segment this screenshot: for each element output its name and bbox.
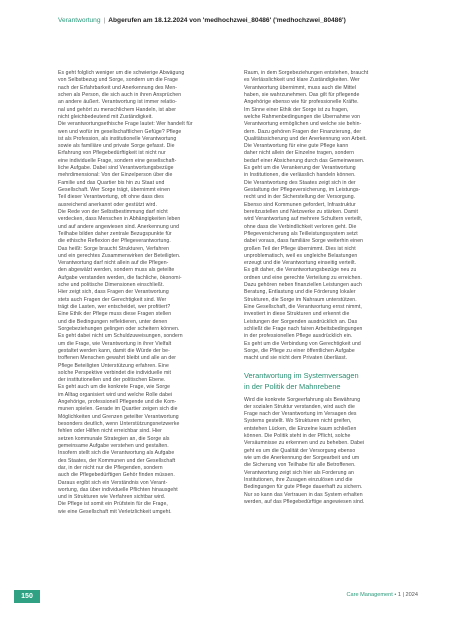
text-line: und die Bedingungen reflektieren, unter denen <box>58 318 168 325</box>
text-line: die Sicherung von Teilhabe für alle Betroffenen. <box>244 462 356 469</box>
text-line: die ethische Reflexion der Pflegeverantwortung. <box>58 238 171 245</box>
text-line: werden, auf das Pflegebedürftige angewiesen sind. <box>244 498 365 505</box>
text-line: welche Rahmenbedingungen die Übernahme von <box>244 113 361 120</box>
text-line: mehrdimensional: Von der Einzelperson über die <box>58 172 173 179</box>
text-line: Die Verantwortung des Staates zeigt sich in der <box>244 179 356 186</box>
running-header <box>58 15 418 27</box>
text-line: können. Die Politik steht in der Pflicht, solche <box>244 433 351 440</box>
text-line: Leistungen der Sorgenden ausdrücklich an. Das <box>244 318 358 325</box>
text-line: an andere äußert. Verantwortung ist immer relatio- <box>58 99 177 106</box>
text-line: Hier zeigt sich, dass Fragen der Verantwortung <box>58 289 169 296</box>
text-line: Institutionen, ihre Zusagen einzulösen und die <box>244 476 353 483</box>
text-line: Es geht um die Verbindung von Gerechtigkeit und <box>244 340 361 347</box>
text-line: Es geht um die Verankerung der Verantwortung <box>244 165 356 172</box>
text-line: Es geht folglich weniger um die schwierige Abwägung <box>58 70 185 76</box>
text-line: nicht gleichbedeutend mit Zuständigkeit. <box>58 113 153 120</box>
text-line: macht und sie nicht dem Privaten überlässt. <box>244 355 348 362</box>
text-line: Es gilt daher, die Verantwortungsbezüge neu zu <box>244 267 357 274</box>
heading-spacer <box>244 363 417 369</box>
text-line: sche und politische Dimensionen einschließt. <box>58 282 165 289</box>
text-line: Dazu gehören neben finanziellen Leistungen auch <box>244 282 362 289</box>
text-line: Gesellschaft. Wer Sorge trägt, übernimmt einen <box>58 187 171 193</box>
text-line: auch die Pflegebedürftigen Gehör finden müssen. <box>58 472 175 479</box>
text-line: liche Aufgabe. Dabei sind Verantwortungsbezüge <box>58 165 174 172</box>
text-line: setzen kommunale Strategien an, die Sorge als <box>58 435 170 442</box>
text-line: dern. Dazu gehören Fragen der Finanzierung, der <box>244 128 362 135</box>
text-line: Angehörige, professionell Pflegende und die Kom- <box>58 399 177 406</box>
text-line: Qualitätssicherung und der Anerkennung von Arbeit. <box>244 135 367 142</box>
text-line: Es geht auch um die konkrete Frage, wie Sorge <box>58 384 171 391</box>
text-line: stets auch Fragen der Gerechtigkeit sind. Wer <box>58 296 167 303</box>
text-line: solche Perspektive verbindet die individuelle mit <box>58 369 172 376</box>
text-line: Insofern stellt sich die Verantwortung als Aufgabe <box>58 450 175 457</box>
text-line: Beratung, Entlastung und die Förderung lokaler <box>244 289 356 296</box>
footer-journal-name: Care Management <box>346 592 393 598</box>
text-line: eine individuelle Frage, sondern eine gesellschaft- <box>58 157 177 164</box>
text-line: Eine Gesellschaft, die Verantwortung ernst nimmt, <box>244 304 362 310</box>
text-line: trägt die Lasten, wer entscheidet, wer profitiert? <box>58 304 171 310</box>
text-line: Pflegeversicherung als Teilleistungssystem setzt <box>244 230 358 237</box>
text-line: Die Rede von der Selbstbestimmung darf nicht <box>58 208 168 215</box>
left-text-column <box>58 70 231 516</box>
text-line: großen Teil der Pflege übernimmt. Dies ist nicht <box>244 245 356 252</box>
text-line: ausreichend anerkannt oder gestützt wird. <box>58 201 157 208</box>
section-heading-line-1: Verantwortung im Systemversagen <box>244 370 359 380</box>
text-line: investiert in diese Strukturen und erkennt die <box>244 311 350 318</box>
text-line: verdecken, dass Menschen in Abhängigkeiten leben <box>58 216 181 223</box>
text-line: Verantwortung darf nicht allein auf die Pflegen- <box>58 260 169 267</box>
text-line: Die verantwortungsethische Frage lautet: Wer handelt für <box>58 121 193 128</box>
text-line: Pflege Beteiligten Unterstützung erfahren. Eine <box>58 362 169 369</box>
text-line: troffenen Menschen gewahrt bleibt und alle an der <box>58 355 177 362</box>
text-line: schen als Person, die sich auch in ihren Ansprüchen <box>58 91 182 98</box>
text-line: Die Verantwortung für eine gute Pflege kann <box>244 143 349 150</box>
text-line: Versäumnisse zu erkennen und zu beheben. Dabei <box>244 440 365 447</box>
text-line: Im Sinne einer Ethik der Sorge ist zu fragen, <box>244 106 349 113</box>
text-line: und auf andere angewiesen sind. Anerkennung und <box>58 223 180 230</box>
page-number-badge: 150 <box>14 590 40 603</box>
text-line: Die Pflege ist somit ein Prüfstein für die Frage, <box>58 501 168 508</box>
header-separator: | <box>103 17 106 24</box>
text-line: nach der Erfahrbarkeit und Anerkennung des Men- <box>58 84 178 91</box>
text-line: bereitzustellen und Netzwerke zu stärken. Damit <box>244 208 358 215</box>
text-line: ist als Profession, als institutionelle Verantwortung <box>58 135 177 142</box>
text-line: Angehörige ebenso wie für professionelle Kräfte. <box>244 99 359 106</box>
text-line: Verantwortung übernimmt, muss auch die Mittel <box>244 84 357 91</box>
text-line: Strukturen, die Sorge im Nahraum unterstützen. <box>244 296 357 303</box>
text-line: in Institutionen, die verlässlich handeln können. <box>244 172 356 179</box>
text-line: der institutionellen und der politischen Ebene. <box>58 377 166 384</box>
text-line: der sozialen Struktur verstanden, wird auch die <box>244 403 355 410</box>
text-line: gestaltet werden kann, damit die Würde der be- <box>58 347 170 354</box>
text-line: Familie und das Quartier bis hin zu Staat und <box>58 179 165 186</box>
text-line: im Alltag organisiert wird und welche Rolle dabei <box>58 391 173 398</box>
text-line: nal und gehört zu menschlichem Handeln, ist aber <box>58 106 177 113</box>
footer-journal <box>250 589 418 601</box>
text-line: gemeinsame Aufgabe verstehen und gestalten. <box>58 442 169 449</box>
text-line: daher nicht allein der Einzelne tragen, sondern <box>244 150 355 157</box>
text-line: unproblematisch, weil es ungleiche Belastungen <box>244 252 358 259</box>
text-line: Frage nach der Verantwortung im Versagen des <box>244 411 357 418</box>
text-line: und in Strukturen wie Verfahren sichtbar wird. <box>58 494 166 501</box>
footer-issue: 1 | 2024 <box>397 592 418 598</box>
text-line: wortung, das über individuelle Pflichten hinausgeht <box>58 486 178 493</box>
text-line: munen spielen. Gerade im Quartier zeigen sich die <box>58 406 178 413</box>
text-line: Nur so kann das Vertrauen in das System erhalten <box>244 491 363 498</box>
text-line: es Verlässlichkeit und klare Zuständigkeiten. Wer <box>244 77 360 84</box>
text-line: Aufgabe verstanden werden, die fachliche, ökonomi- <box>58 274 182 281</box>
text-line: Verantwortung ermöglichen und welche sie behin- <box>244 121 362 128</box>
text-line: Es geht dabei nicht um Schuldzuweisungen, sondern <box>58 333 183 340</box>
text-line: sowie als familiäre und private Sorge gefasst. Die <box>58 143 175 150</box>
text-line: wen und wofür im gesellschaftlichen Gefüge? Pflege <box>58 128 182 135</box>
text-line: dar, in der nicht nur die Pflegenden, sondern <box>58 464 163 471</box>
text-line: Bedingungen für gute Pflege dauerhaft zu sichern. <box>244 484 363 491</box>
text-line: geht es um die Qualität der Versorgung ebenso <box>244 447 356 454</box>
text-line: in der professionellen Pflege ausdrücklich ein. <box>244 333 353 340</box>
text-line: Verantwortung zeigt sich hier als Forderung an <box>244 469 354 476</box>
text-line: um die Frage, wie Verantwortung in ihrer Vielfalt <box>58 340 172 347</box>
text-line: den abgewälzt werden, sondern muss als geteilte <box>58 267 175 274</box>
text-line: Teil dieser Verantwortung, oft ohne dass dies <box>58 194 164 201</box>
text-line: haben, sie wahrzunehmen. Das gilt für pflegende <box>244 91 360 98</box>
right-text-column <box>244 70 417 506</box>
text-line: Systems gestellt. Wo Strukturen nicht greifen, <box>244 418 352 425</box>
text-line: wie eine Gesellschaft mit Verletzlichkeit umgeht. <box>58 508 172 515</box>
text-line: Erfahrung von Pflegebedürftigkeit ist nicht nur <box>58 150 166 157</box>
text-line: wie um die Anerkennung der Sorgearbeit und um <box>244 455 360 461</box>
right-column-top-text <box>244 70 417 363</box>
text-line: wird Verantwortung auf mehrere Schultern verteilt, <box>244 216 363 223</box>
text-line: Möglichkeiten und Grenzen geteilter Verantwortung <box>58 413 179 420</box>
text-line: dabei voraus, dass familiäre Sorge weiterhin einen <box>244 238 364 245</box>
text-line: ordnen und eine gerechte Verteilung zu erreichen. <box>244 274 362 281</box>
header-download-note: Abgerufen am 18.12.2024 von 'medhochzwei_80486' ('medhochzwei_80486') <box>108 17 346 24</box>
right-column-bottom-text <box>244 397 417 507</box>
header-section: Verantwortung <box>58 17 101 24</box>
text-line: schließt die Frage nach fairen Arbeitsbedingungen <box>244 325 363 332</box>
text-line: und ein gerechtes Zusammenwirken der Beteiligten. <box>58 252 181 259</box>
text-line: erzeugt und die Verantwortung einseitig verteilt. <box>244 260 357 267</box>
text-line: Teilhabe bilden daher zentrale Bezugspunkte für <box>58 230 172 237</box>
text-line: Sorge, die Pflege zu einer öffentlichen Aufgabe <box>244 347 355 354</box>
text-line: besonders deutlich, wenn Unterstützungsnetzwerke <box>58 421 180 427</box>
text-line: Raum, in dem Sorgebeziehungen entstehen, braucht <box>244 70 369 76</box>
section-heading-line-2: in der Politik der Mahnrebene <box>244 381 341 391</box>
text-line: recht und in der Sicherstellung der Versorgung. <box>244 194 356 201</box>
text-line: bedarf einer Absicherung durch das Gemeinwesen. <box>244 157 365 164</box>
text-line: Das heißt: Sorge braucht Strukturen, Verfahren <box>58 245 170 252</box>
text-line: Gestaltung der Pflegeversicherung, im Leistungs- <box>244 187 361 193</box>
text-line: Ebenso sind Kommunen gefordert, Infrastruktur <box>244 201 356 208</box>
text-line: Eine Ethik der Pflege muss diese Fragen stellen <box>58 311 172 318</box>
text-line: entstehen Lücken, die Einzelne kaum schließen <box>244 425 357 432</box>
text-line: von Selbstbezug und Sorge, sondern um die Frage <box>58 77 178 84</box>
text-line: Sorgebeziehungen gelingen oder scheitern können. <box>58 325 180 332</box>
text-line: ohne dass die Verbindlichkeit verloren geht. Die <box>244 223 357 230</box>
text-line: Daraus ergibt sich ein Verständnis von Verant- <box>58 479 168 486</box>
text-line: des Staates, der Kommunen und der Gesellschaft <box>58 457 176 464</box>
text-line: fehlen oder Hilfen nicht erreichbar sind. Hier <box>58 428 162 435</box>
text-line: Wird die konkrete Sorgeerfahrung als Bewährung <box>244 396 361 403</box>
footer-separator: • <box>394 592 397 598</box>
